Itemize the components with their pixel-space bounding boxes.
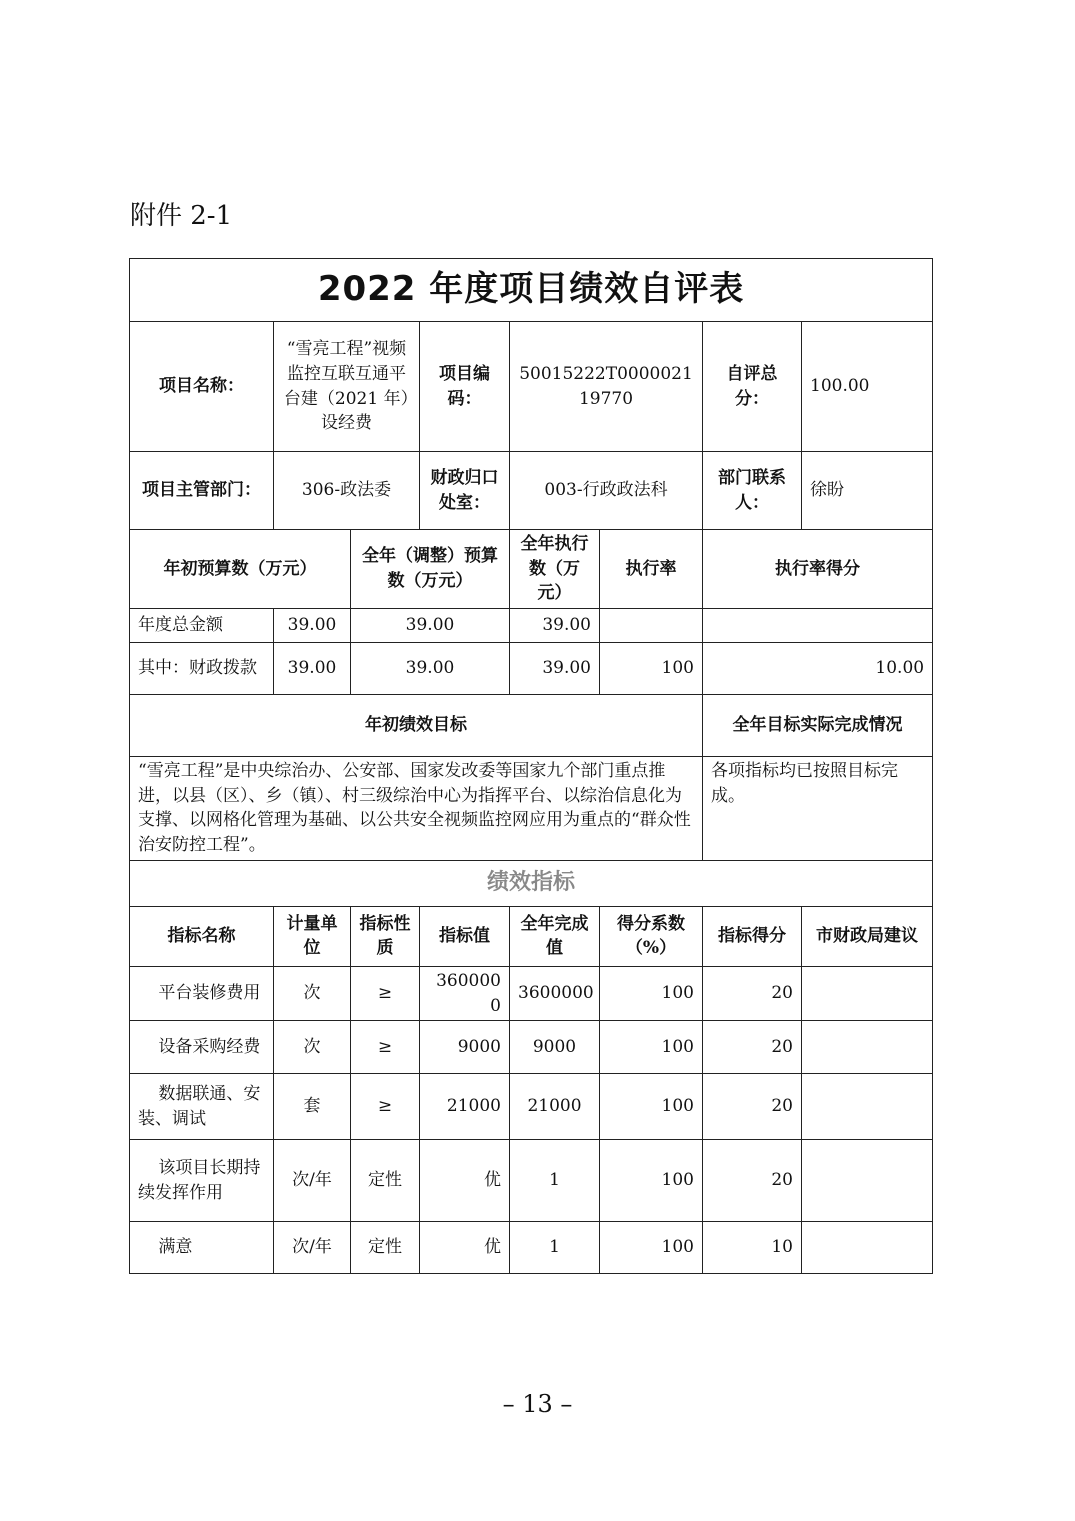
indicator-row (130, 1140, 933, 1222)
indicator-row (130, 966, 933, 1020)
indicator-name: 满意 (130, 1222, 274, 1274)
indicator-coef: 100 (600, 966, 703, 1020)
goals-actual-text: 各项指标均已按照目标完成。 (703, 756, 933, 860)
indicator-header-name: 指标名称 (130, 906, 274, 966)
budget-rate-score (703, 608, 933, 642)
indicator-target: 优 (420, 1222, 510, 1274)
indicators-section-title: 绩效指标 (130, 860, 933, 906)
indicator-score: 20 (703, 1021, 802, 1074)
indicator-score: 20 (703, 966, 802, 1020)
indicator-nature: ≥ (351, 1074, 420, 1140)
indicator-header-actual: 全年完成值 (510, 906, 600, 966)
indicator-row (130, 1074, 933, 1140)
indicator-coef: 100 (600, 1074, 703, 1140)
budget-header-adjusted: 全年（调整）预算数（万元） (351, 530, 510, 609)
project-name-label: 项目名称： (130, 322, 274, 452)
self-score-label: 自评总分： (703, 322, 802, 452)
indicator-unit: 次 (274, 1021, 351, 1074)
budget-executed: 39.00 (510, 608, 600, 642)
indicator-header-score: 指标得分 (703, 906, 802, 966)
indicator-nature: 定性 (351, 1140, 420, 1222)
indicator-row (130, 1222, 933, 1274)
indicator-name: 设备采购经费 (130, 1021, 274, 1074)
indicator-advice (802, 1222, 933, 1274)
indicator-header-coef: 得分系数（%） (600, 906, 703, 966)
indicator-target: 优 (420, 1140, 510, 1222)
contact-value: 徐盼 (802, 452, 933, 530)
budget-rate-score: 10.00 (703, 642, 933, 694)
contact-label: 部门联系人： (703, 452, 802, 530)
dept-label: 项目主管部门： (130, 452, 274, 530)
indicator-coef: 100 (600, 1021, 703, 1074)
project-name-value: “雪亮工程”视频监控互联互通平台建（2021 年）设经费 (274, 322, 420, 452)
budget-header-rate-score: 执行率得分 (703, 530, 933, 609)
indicator-advice (802, 1021, 933, 1074)
budget-row (130, 608, 933, 642)
budget-initial: 39.00 (274, 608, 351, 642)
indicator-unit: 次/年 (274, 1222, 351, 1274)
indicator-target: 21000 (420, 1074, 510, 1140)
budget-executed: 39.00 (510, 642, 600, 694)
budget-initial: 39.00 (274, 642, 351, 694)
indicator-name: 该项目长期持续发挥作用 (130, 1140, 274, 1222)
page-number: – 13 – (502, 1390, 573, 1418)
indicator-advice (802, 966, 933, 1020)
budget-row (130, 642, 933, 694)
budget-row-label: 年度总金额 (130, 608, 274, 642)
indicator-nature: 定性 (351, 1222, 420, 1274)
indicator-actual: 21000 (510, 1074, 600, 1140)
budget-header-executed: 全年执行数（万元） (510, 530, 600, 609)
indicator-header-unit: 计量单位 (274, 906, 351, 966)
indicator-actual: 1 (510, 1140, 600, 1222)
indicator-target: 9000 (420, 1021, 510, 1074)
goals-initial-header: 年初绩效目标 (130, 694, 703, 756)
indicator-score: 10 (703, 1222, 802, 1274)
table-title: 2022 年度项目绩效自评表 (130, 259, 933, 322)
performance-evaluation-table (129, 258, 933, 1274)
indicator-row (130, 1021, 933, 1074)
indicator-coef: 100 (600, 1140, 703, 1222)
budget-row-label: 其中：财政拨款 (130, 642, 274, 694)
dept-value: 306-政法委 (274, 452, 420, 530)
budget-header-initial: 年初预算数（万元） (130, 530, 351, 609)
indicator-coef: 100 (600, 1222, 703, 1274)
indicator-actual: 3600000 (510, 966, 600, 1020)
indicator-unit: 套 (274, 1074, 351, 1140)
goals-initial-text: “雪亮工程”是中央综治办、公安部、国家发改委等国家九个部门重点推进，以县（区）、乡（镇）、村三级综治中心为指挥平台、以综治信息化为支撑、以网格化管理为基础、以公共安全视频监控网应用为重点的“群众性治安防控工程”。 (130, 756, 703, 860)
budget-adjusted: 39.00 (351, 642, 510, 694)
self-score-value: 100.00 (802, 322, 933, 452)
indicator-nature: ≥ (351, 966, 420, 1020)
indicator-header-advice: 市财政局建议 (802, 906, 933, 966)
indicator-name: 平台装修费用 (130, 966, 274, 1020)
indicator-header-target: 指标值 (420, 906, 510, 966)
indicator-score: 20 (703, 1074, 802, 1140)
finance-office-value: 003-行政政法科 (510, 452, 703, 530)
indicator-unit: 次 (274, 966, 351, 1020)
budget-header-rate: 执行率 (600, 530, 703, 609)
indicator-advice (802, 1074, 933, 1140)
project-code-value: 50015222T000002119770 (510, 322, 703, 452)
indicator-actual: 1 (510, 1222, 600, 1274)
budget-rate: 100 (600, 642, 703, 694)
indicator-nature: ≥ (351, 1021, 420, 1074)
indicator-unit: 次/年 (274, 1140, 351, 1222)
budget-adjusted: 39.00 (351, 608, 510, 642)
indicator-advice (802, 1140, 933, 1222)
budget-rate (600, 608, 703, 642)
finance-office-label: 财政归口处室： (420, 452, 510, 530)
indicator-name: 数据联通、安装、调试 (130, 1074, 274, 1140)
project-code-label: 项目编码： (420, 322, 510, 452)
indicator-target: 3600000 (420, 966, 510, 1020)
goals-actual-header: 全年目标实际完成情况 (703, 694, 933, 756)
indicator-header-nature: 指标性质 (351, 906, 420, 966)
attachment-label: 附件 2-1 (130, 201, 233, 231)
indicator-score: 20 (703, 1140, 802, 1222)
indicator-actual: 9000 (510, 1021, 600, 1074)
